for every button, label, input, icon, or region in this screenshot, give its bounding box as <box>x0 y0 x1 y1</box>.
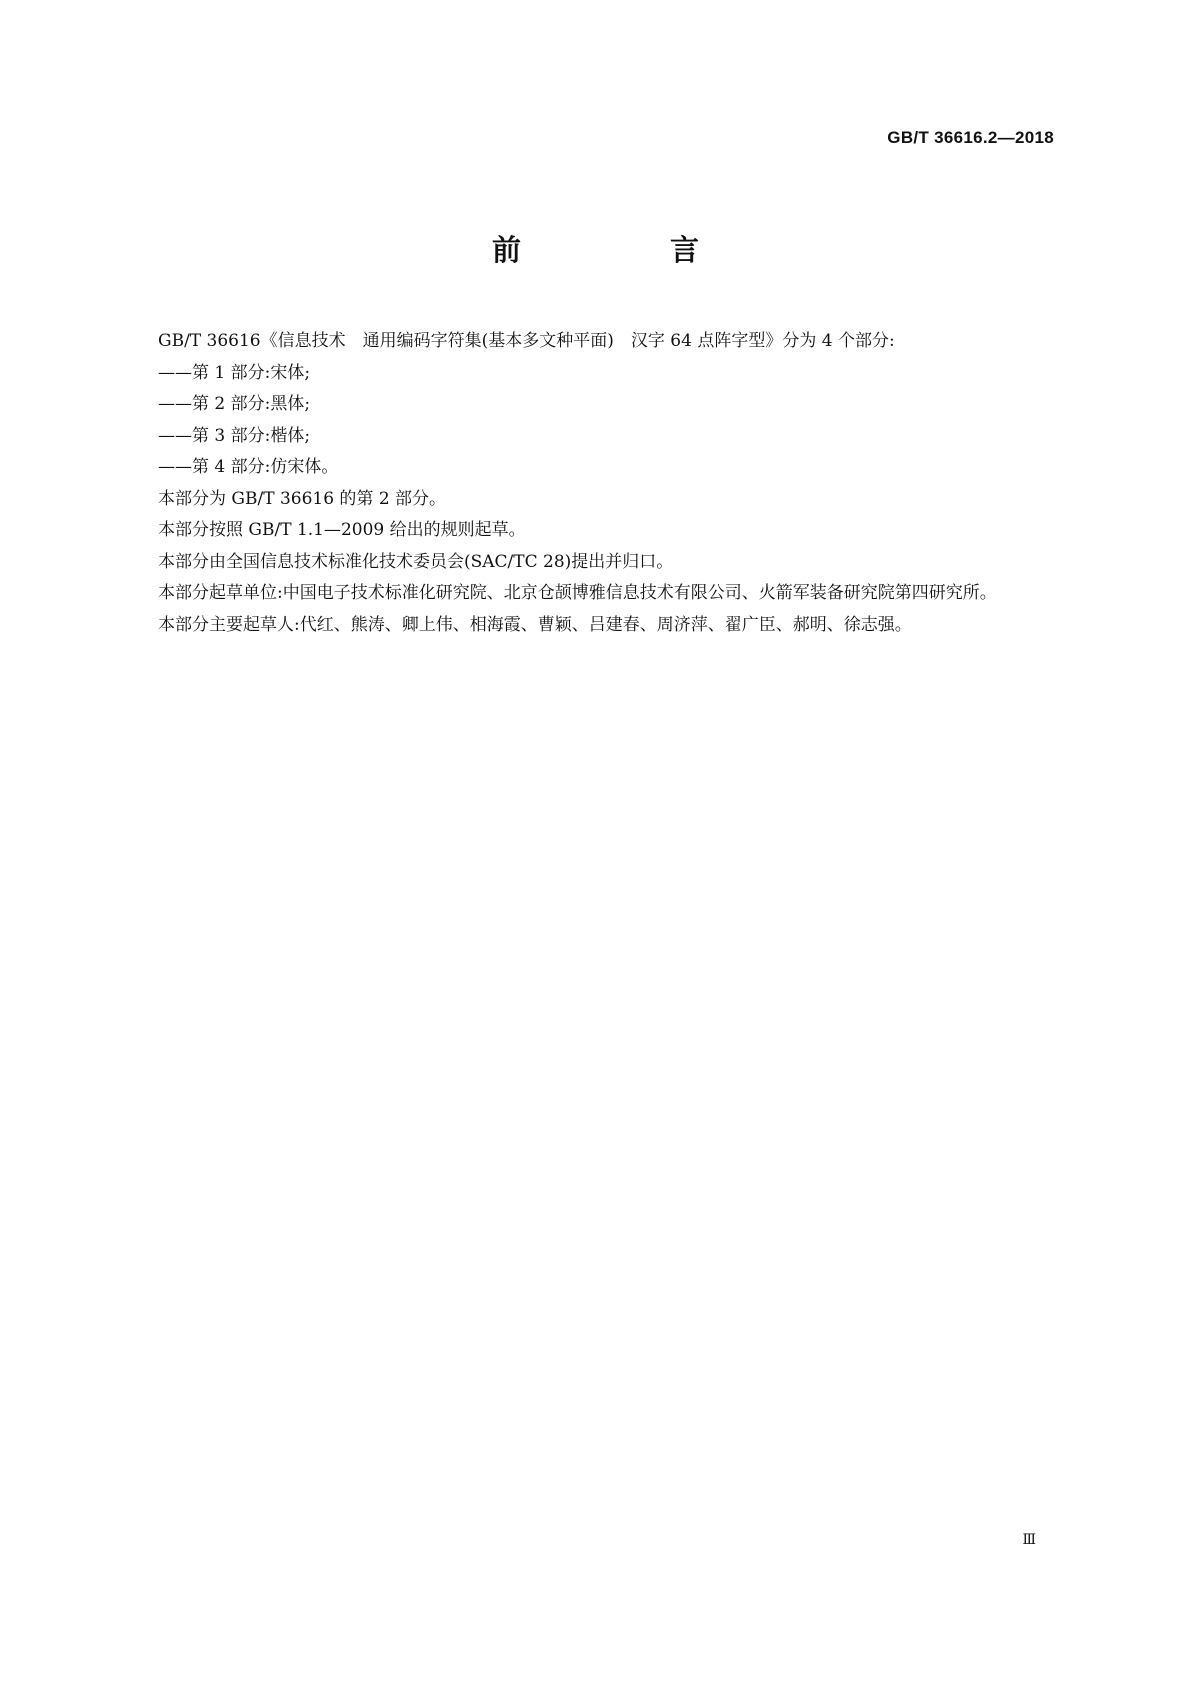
paragraph-drafting-units: 本部分起草单位:中国电子技术标准化研究院、北京仓颉博雅信息技术有限公司、火箭军装备研究院第四研究所。 <box>158 583 997 603</box>
paragraph-this-part: 本部分为 GB/T 36616 的第 2 部分。 <box>158 488 447 509</box>
standard-code: GB/T 36616.2—2018 <box>887 128 1054 147</box>
list-item-part-2: ——第 2 部分:黑体; <box>158 394 311 414</box>
paragraph-proposed-by: 本部分由全国信息技术标准化技术委员会(SAC/TC 28)提出并归口。 <box>158 551 674 572</box>
foreword-body <box>124 326 1056 641</box>
list-item-part-3: ——第 3 部分:楷体; <box>158 425 311 446</box>
paragraph-parts-intro: GB/T 36616《信息技术 通用编码字符集(基本多文种平面) 汉字 64 点阵字型》分为 4 个部分: <box>158 331 895 351</box>
paragraph-drafters: 本部分主要起草人:代红、熊涛、卿上伟、相海霞、曹颖、吕建春、周济萍、翟广臣、郝明、徐志强。 <box>158 614 912 635</box>
paragraph-drafting-rules: 本部分按照 GB/T 1.1—2009 给出的规则起草。 <box>158 520 526 540</box>
list-item-part-1: ——第 1 部分:宋体; <box>158 362 311 383</box>
list-item-part-4: ——第 4 部分:仿宋体。 <box>158 457 339 477</box>
page-title: 前 言 <box>491 233 759 267</box>
page-number: Ⅲ <box>1022 1532 1035 1548</box>
